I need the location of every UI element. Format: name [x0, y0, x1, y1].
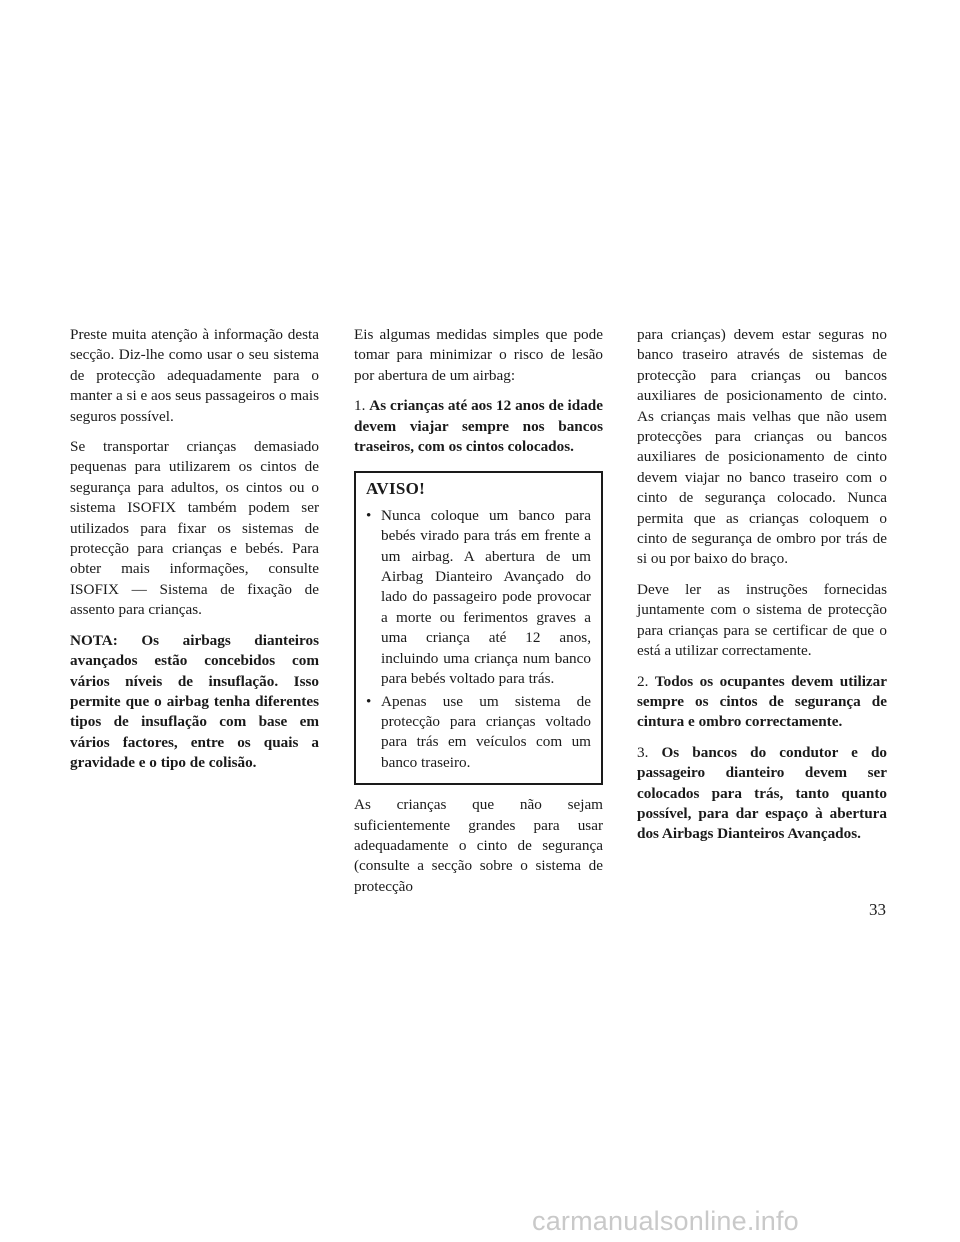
warning-title: AVISO! — [366, 479, 426, 499]
page-number: 33 — [869, 900, 886, 919]
warning-box — [354, 471, 603, 785]
intro-paragraph: Preste muita atenção à informação desta secção. Diz-lhe como usar o seu sistema de protecção adequadamente para o manter a si e aos seus passageiros o mais seguros possível. — [70, 326, 319, 425]
list-item-1-text: As crianças até aos 12 anos de idade devem viajar sempre nos bancos traseiros, com os cintos colocados. — [354, 397, 603, 456]
children-continued-paragraph: para crianças) devem estar seguras no banco traseiro através de sistemas de protecção para crianças ou bancos auxiliares de posicionamento de cinto. As crianças mais velhas que não usem protecções para crianças ou bancos auxiliares de posicionamento de cinto devem viajar no banco traseiro com o cinto de segurança colocado. Nunca permita que as crianças coloquem o cinto de segurança de ombro por trás de si ou por baixo do braço. — [637, 326, 887, 568]
list-item-1 — [354, 396, 603, 457]
warning-bullet-2: • Apenas use um sistema de protecção para crianças voltado para trás em veículos com um banco traseiro. — [366, 692, 591, 774]
list-item-1-number: 1. — [354, 397, 366, 415]
children-paragraph: As crianças que não sejam suficientemente grandes para usar adequadamente o cinto de segurança (consulte a secção sobre o sistema de protecção — [354, 796, 603, 895]
column-middle — [354, 325, 603, 907]
list-item-2-text: Todos os ocupantes devem utilizar sempre os cintos de segurança de cintura e ombro correctamente. — [637, 672, 887, 731]
column-left — [70, 325, 319, 784]
note-paragraph: NOTA: Os airbags dianteiros avançados estão concebidos com vários níveis de insuflação. Isso permite que o airbag tenha diferentes tipos de insuflação com base em vários factores, entre os quais a gravidade e o tipo de colisão. — [70, 631, 319, 772]
list-item-3 — [637, 743, 887, 845]
list-item-3-number: 3. — [637, 743, 649, 761]
list-item-2-number: 2. — [637, 672, 649, 690]
isofix-paragraph: Se transportar crianças demasiado pequenas para utilizarem os cintos de segurança para adultos, os cintos ou o sistema ISOFIX também podem ser utilizados para fixar os sistemas de protecção para crianças e bebés. Para obter mais informações, consulte ISOFIX — Sistema de fixação de assento para crianças. — [70, 438, 319, 619]
list-item-3-text: Os bancos do condutor e do passageiro dianteiro devem ser colocados para trás, tanto quanto possível, para dar espaço à abertura dos Airbags Dianteiros Avançados. — [637, 743, 887, 843]
column-right — [637, 325, 887, 855]
list-item-2 — [637, 672, 887, 733]
watermark: carmanualsonline.info — [532, 1206, 799, 1236]
measures-intro: Eis algumas medidas simples que pode tomar para minimizar o risco de lesão por abertura de um airbag: — [354, 326, 603, 384]
instructions-paragraph: Deve ler as instruções fornecidas juntamente com o sistema de protecção para crianças para se certificar de que o está a utilizar correctamente. — [637, 580, 887, 660]
warning-list — [366, 506, 591, 773]
warning-bullet-1: • Nunca coloque um banco para bebés virado para trás em frente a um airbag. A abertura de um Airbag Dianteiro Avançado do lado do passageiro pode provocar a morte ou ferimentos graves a uma criança até 12 anos, incluindo uma criança num banco para bebés voltado para trás. — [366, 506, 591, 690]
